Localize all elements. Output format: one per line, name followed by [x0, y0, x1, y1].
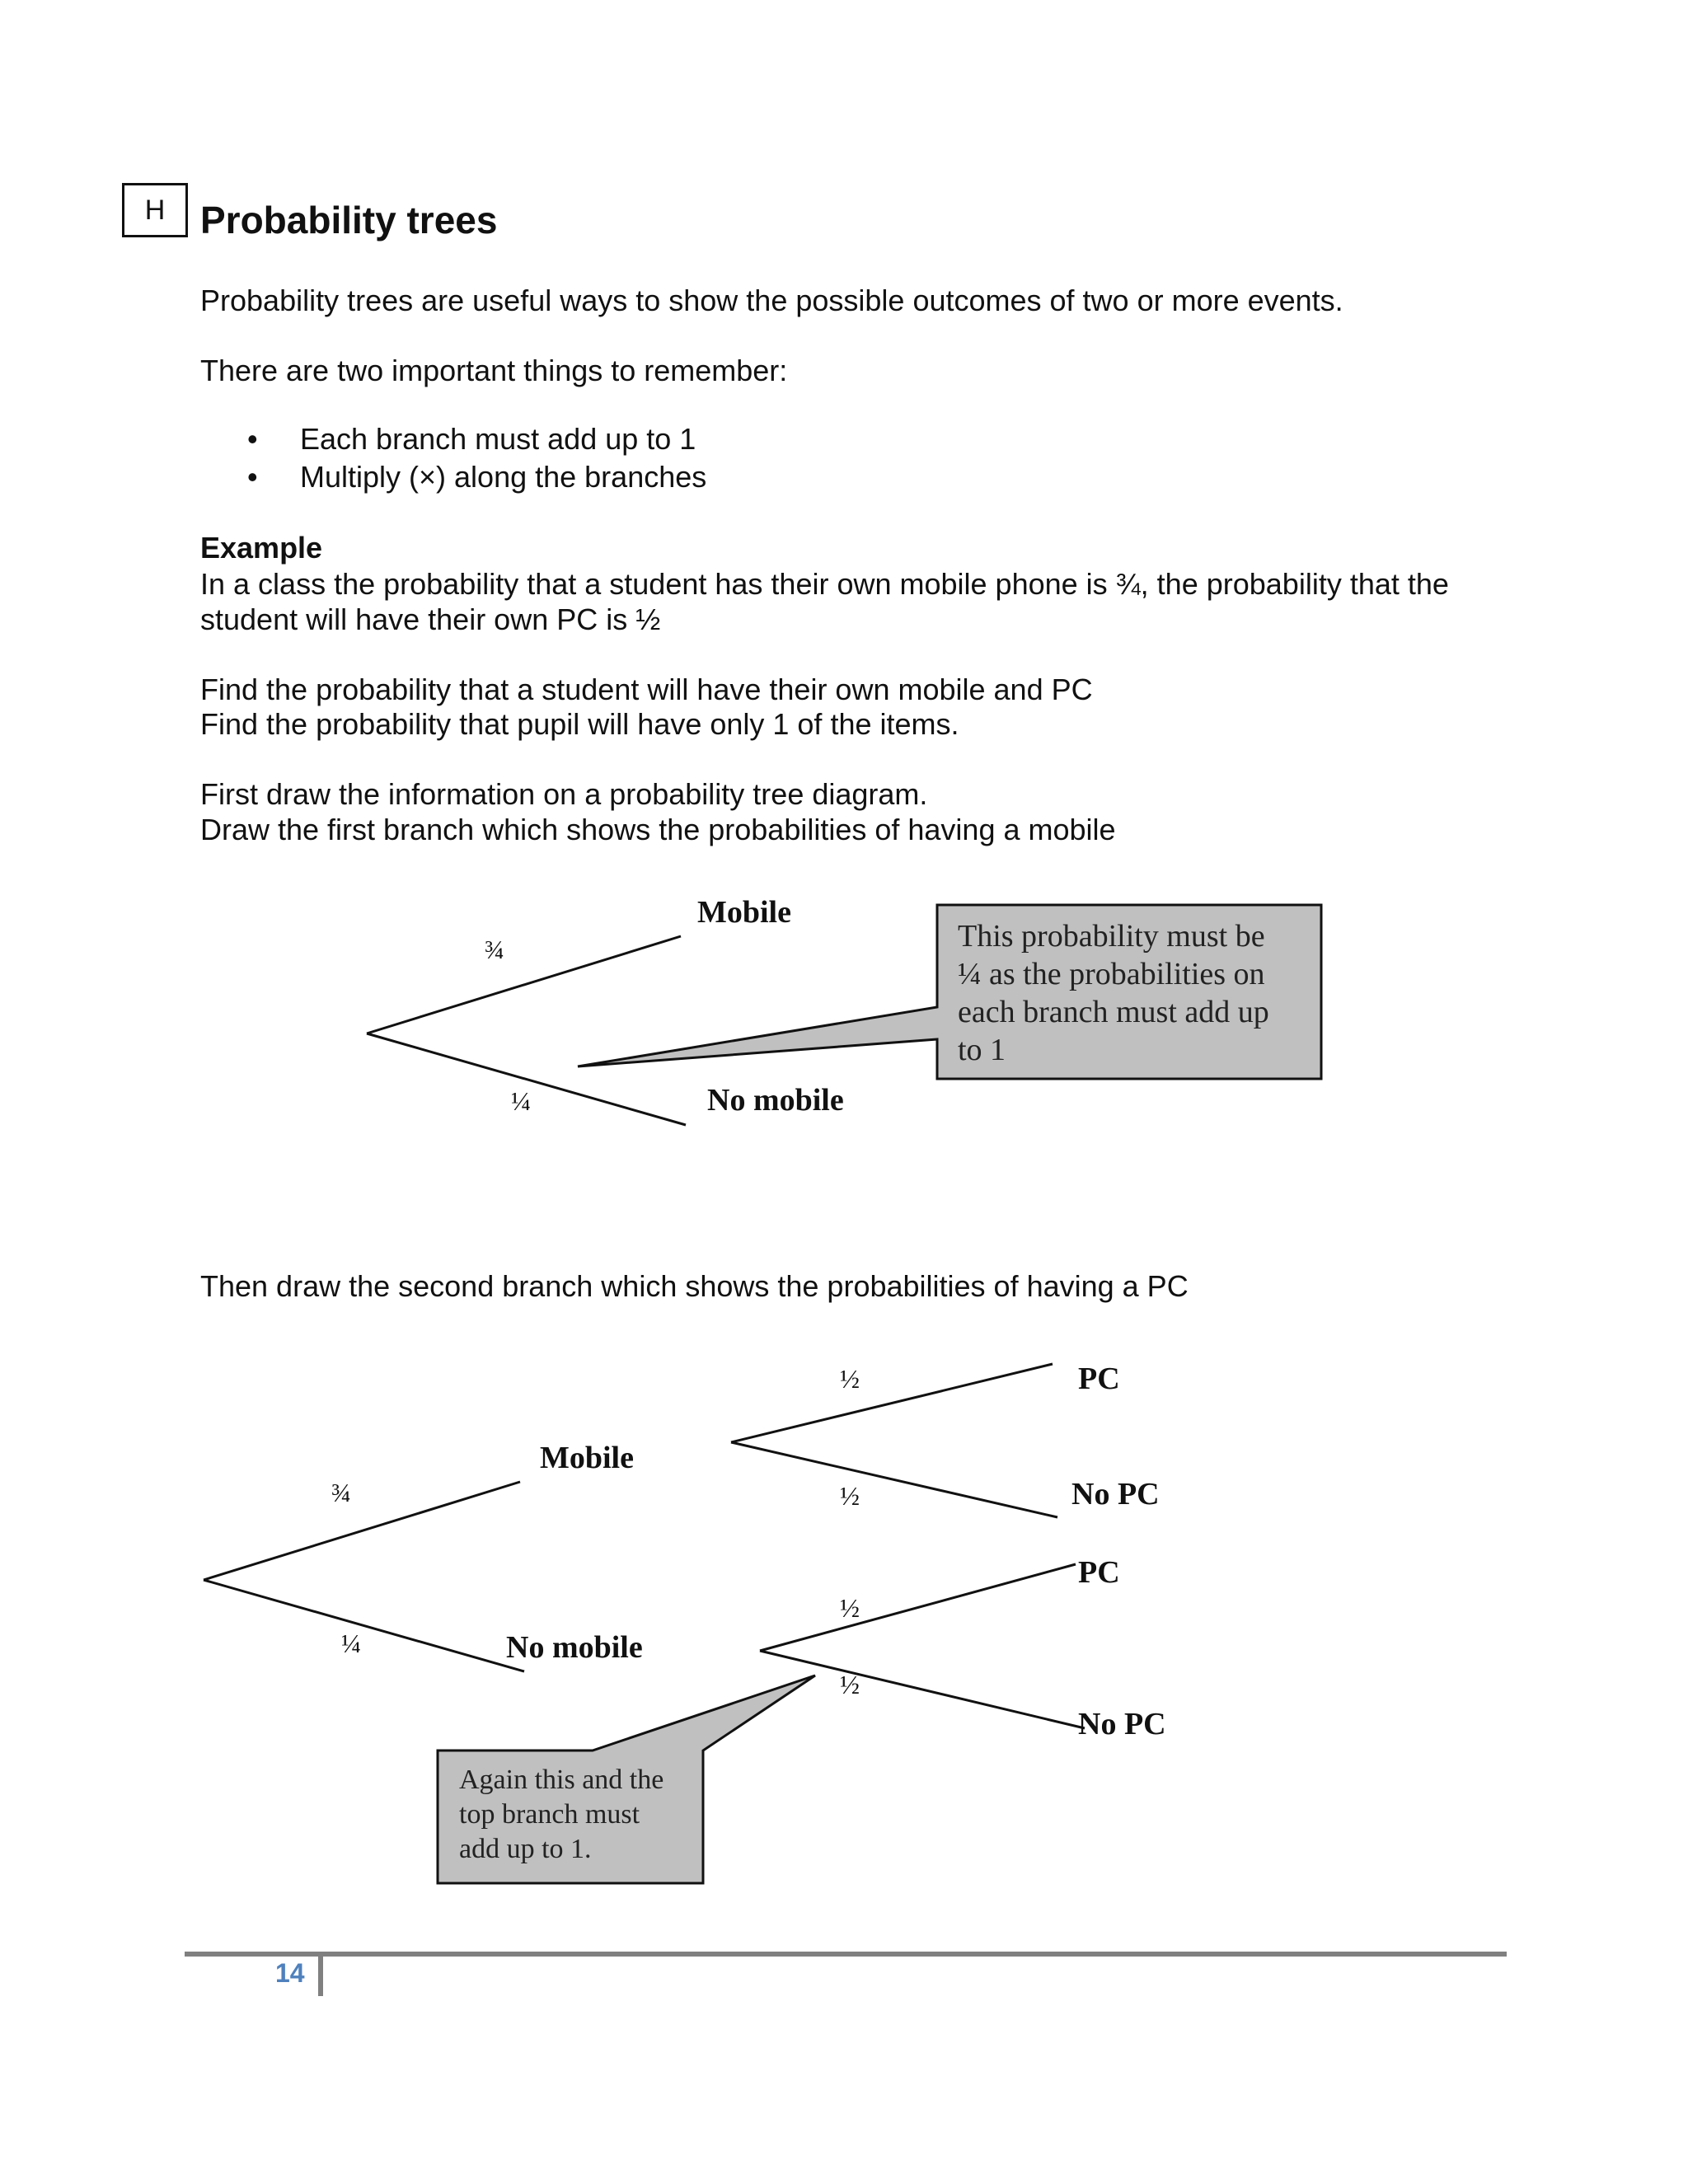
- tree2-prob-nopc-2: ½: [840, 1670, 860, 1699]
- tree1-prob-bottom: ¼: [511, 1086, 531, 1116]
- tree1-label-no-mobile: No mobile: [707, 1083, 844, 1118]
- tree1-prob-top: ¾: [485, 935, 504, 964]
- tree2-label-mobile: Mobile: [540, 1441, 634, 1475]
- tree1-callout-line: ¼ as the probabilities on: [958, 957, 1265, 991]
- instruction-3: Then draw the second branch which shows the probabilities of having a PC: [200, 1269, 1189, 1303]
- remember-intro: There are two important things to remember:: [200, 354, 788, 387]
- example-heading: Example: [200, 531, 323, 565]
- branch-mobile: [204, 1482, 520, 1580]
- bullet-icon: •: [247, 422, 258, 456]
- branch-no-mobile: [204, 1580, 524, 1671]
- tree2-prob-nopc-1: ½: [840, 1481, 860, 1511]
- example-text-line1: In a class the probability that a student has their own mobile phone is ¾, the probability that the: [200, 567, 1449, 601]
- tree2-label-pc-1: PC: [1078, 1361, 1120, 1396]
- branch-mobile: [367, 936, 681, 1033]
- tree2-label-nopc-2: No PC: [1078, 1707, 1166, 1741]
- rule-text: Each branch must add up to 1: [300, 422, 696, 456]
- tree1-callout-line: each branch must add up: [958, 995, 1269, 1029]
- tree2-label-pc-2: PC: [1078, 1555, 1120, 1590]
- example-text-line2: student will have their own PC is ½: [200, 602, 661, 636]
- branch-no-mobile-pc: [760, 1564, 1076, 1651]
- branch-mobile-pc: [731, 1364, 1053, 1442]
- tree2-label-no-mobile: No mobile: [506, 1630, 643, 1665]
- branch-mobile-no-pc: [731, 1442, 1057, 1517]
- tree2-callout: [438, 1675, 815, 1883]
- page-number: 14: [275, 1958, 305, 1988]
- tree2-prob-mobile: ¾: [331, 1478, 351, 1507]
- instruction-1: First draw the information on a probability tree diagram.: [200, 777, 928, 811]
- tree2-label-nopc-1: No PC: [1071, 1477, 1160, 1511]
- intro-paragraph: Probability trees are useful ways to show the possible outcomes of two or more events.: [200, 284, 1343, 317]
- instruction-2: Draw the first branch which shows the probabilities of having a mobile: [200, 813, 1116, 846]
- tree2-callout-line: top branch must: [459, 1799, 640, 1830]
- tree2-prob-pc-1: ½: [840, 1364, 860, 1394]
- section-marker-box: H: [122, 183, 188, 237]
- tree1-callout: [578, 905, 1321, 1079]
- rule-text: Multiply (×) along the branches: [300, 460, 707, 494]
- branch-no-mobile-no-pc: [760, 1651, 1085, 1728]
- page-title: Probability trees: [200, 199, 498, 241]
- tree1-label-mobile: Mobile: [697, 895, 791, 930]
- tree1-callout-line: This probability must be: [958, 919, 1265, 954]
- tree2-callout-line: Again this and the: [459, 1765, 664, 1795]
- tree2-prob-pc-2: ½: [840, 1593, 860, 1623]
- tree-2: [204, 1364, 1085, 1728]
- footer-separator: [318, 1957, 323, 1996]
- tree2-callout-line: add up to 1.: [459, 1834, 592, 1864]
- tree2-prob-no-mobile: ¼: [341, 1629, 361, 1658]
- bullet-icon: •: [247, 460, 258, 494]
- footer-divider: [185, 1952, 1507, 1957]
- question-1: Find the probability that a student will have their own mobile and PC: [200, 673, 1093, 706]
- question-2: Find the probability that pupil will have only 1 of the items.: [200, 707, 959, 741]
- tree1-callout-line: to 1: [958, 1033, 1006, 1067]
